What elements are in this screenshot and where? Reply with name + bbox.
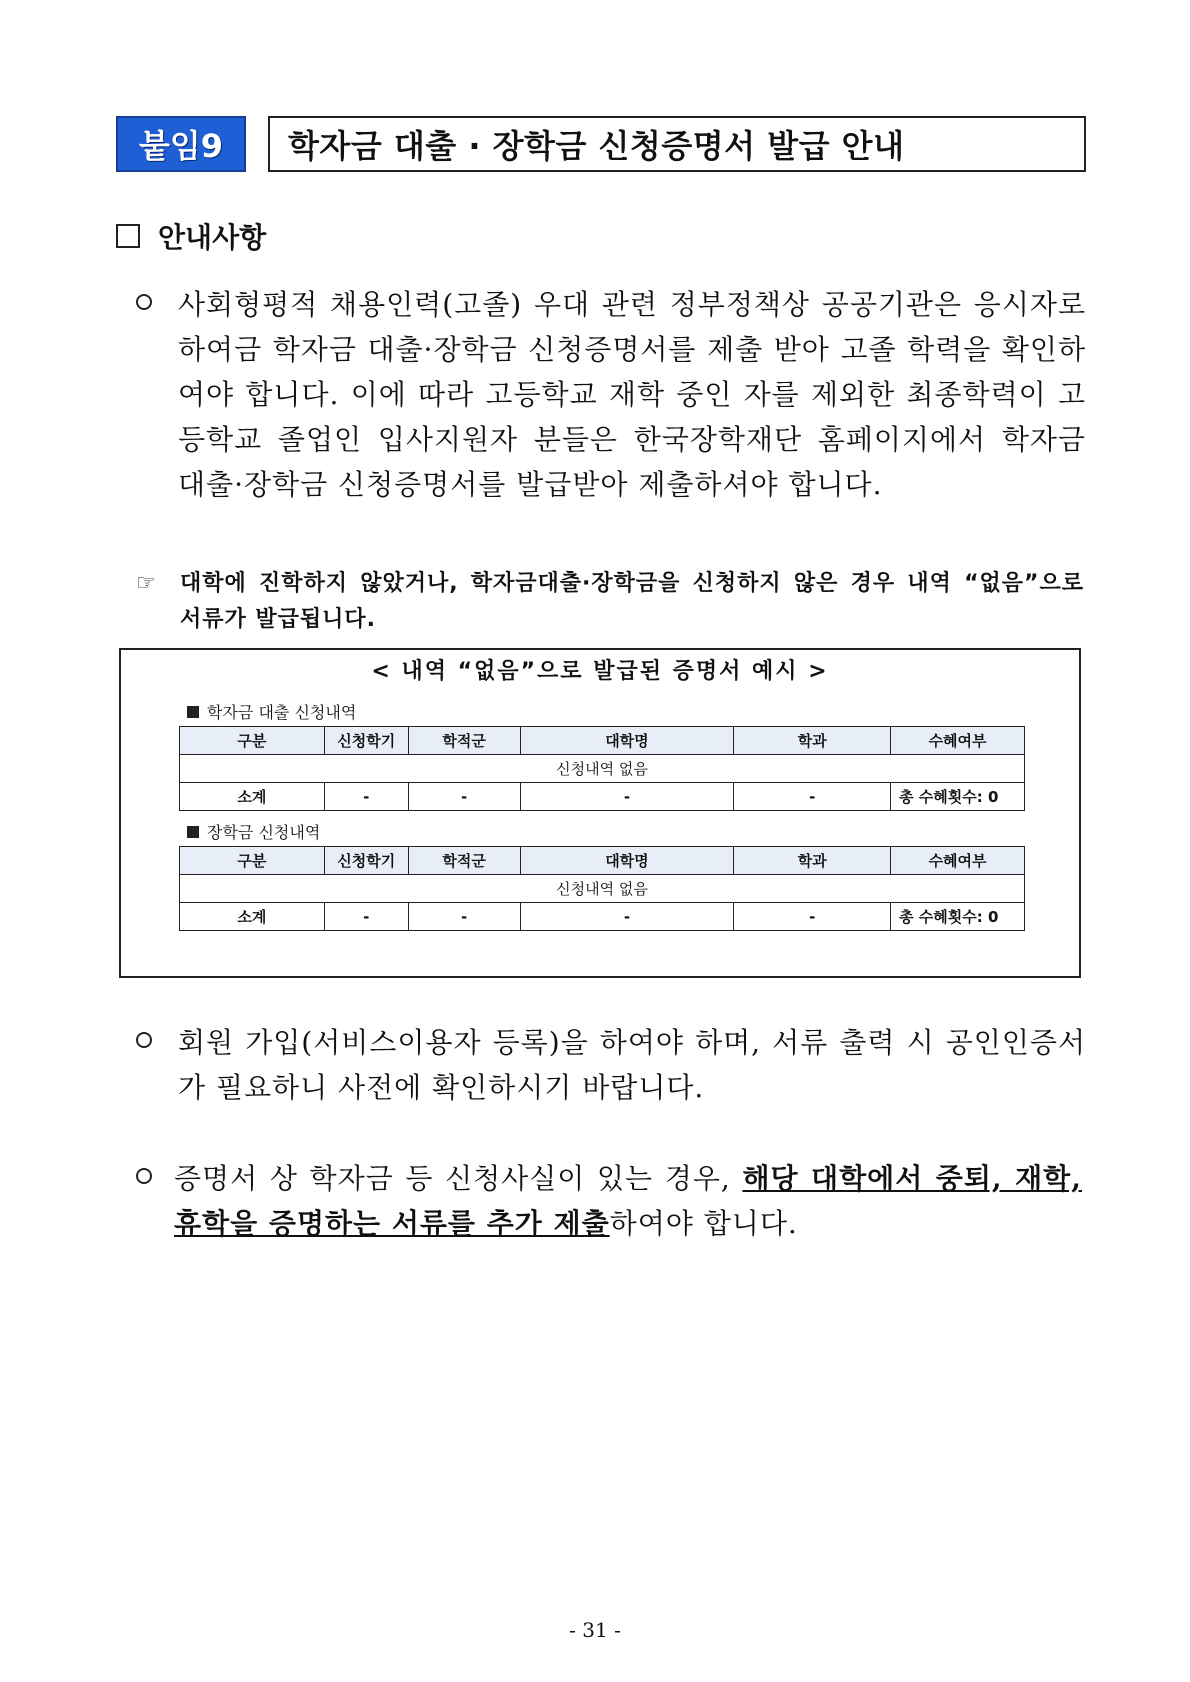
circle-bullet-icon: [136, 1168, 152, 1184]
column-header: 학적군: [408, 847, 520, 875]
section-title: 안내사항: [158, 221, 267, 254]
table-header-row: [180, 847, 1025, 875]
info-paragraph-3-text: [174, 1156, 1082, 1246]
attachment-badge: [116, 116, 246, 172]
info-paragraph-1: [136, 282, 1086, 552]
scholarship-table: [179, 846, 1025, 931]
table-cell: -: [520, 903, 734, 931]
loan-table-label-text: 학자금 대출 신청내역: [207, 703, 357, 722]
table-cell: -: [324, 783, 408, 811]
column-header: 구분: [180, 727, 325, 755]
table-row: [180, 755, 1025, 783]
column-header: 신청학기: [324, 727, 408, 755]
info-paragraph-2: [136, 1020, 1086, 1116]
empty-record-cell: 신청내역 없음: [180, 755, 1025, 783]
total-count-cell: 총 수혜횟수: 0: [891, 783, 1025, 811]
table-cell: -: [408, 903, 520, 931]
subtotal-row: [180, 783, 1025, 811]
subtotal-row: [180, 903, 1025, 931]
p3-tail-text: 하여야 합니다.: [609, 1207, 798, 1240]
table-header-row: [180, 727, 1025, 755]
table-cell: -: [408, 783, 520, 811]
circle-bullet-icon: [136, 294, 152, 310]
table-cell: -: [734, 783, 891, 811]
table-cell: -: [324, 903, 408, 931]
table-cell: 소계: [180, 783, 325, 811]
page-title-box: [268, 116, 1086, 172]
page-title: 학자금 대출 · 장학금 신청증명서 발급 안내: [288, 127, 905, 165]
column-header: 대학명: [520, 727, 734, 755]
column-header: 학과: [734, 847, 891, 875]
column-header: 수혜여부: [891, 727, 1025, 755]
table-cell: 소계: [180, 903, 325, 931]
filled-square-icon: [187, 706, 199, 718]
p3-emphasis-text: 해당 대학에서 중퇴, 재학, 휴학을 증명하는 서류를 추가 제출: [174, 1162, 1082, 1240]
column-header: 수혜여부: [891, 847, 1025, 875]
page-number: - 31 -: [569, 1618, 621, 1642]
column-header: 학과: [734, 727, 891, 755]
total-count-cell: 총 수혜횟수: 0: [891, 903, 1025, 931]
example-title: < 내역 “없음”으로 발급된 증명서 예시 >: [371, 659, 829, 684]
example-certificate: [119, 648, 1081, 978]
circle-bullet-icon: [136, 1032, 152, 1048]
section-heading: [116, 216, 266, 256]
scholarship-table-label: [187, 820, 320, 843]
table-cell: -: [520, 783, 734, 811]
loan-table: [179, 726, 1025, 811]
scholarship-table-label-text: 장학금 신청내역: [207, 823, 321, 842]
column-header: 구분: [180, 847, 325, 875]
column-header: 신청학기: [324, 847, 408, 875]
loan-table-label: [187, 700, 356, 723]
pointing-hand-icon: ☞: [136, 571, 156, 596]
note-text: 대학에 진학하지 않았거나, 학자금대출·장학금을 신청하지 않은 경우 내역 “없음”으로 서류가 발급됩니다.: [180, 571, 1084, 632]
info-paragraph-2-text: 회원 가입(서비스이용자 등록)을 하여야 하며, 서류 출력 시 공인인증서가 필요하니 사전에 확인하시기 바랍니다.: [178, 1026, 1086, 1104]
column-header: 학적군: [408, 727, 520, 755]
column-header: 대학명: [520, 847, 734, 875]
filled-square-icon: [187, 826, 199, 838]
table-cell: -: [734, 903, 891, 931]
square-bullet-icon: [116, 224, 140, 248]
info-paragraph-3: [136, 1156, 1086, 1252]
empty-record-cell: 신청내역 없음: [180, 875, 1025, 903]
attachment-badge-label: 붙임9: [138, 127, 224, 165]
p3-normal-text: 증명서 상 학자금 등 신청사실이 있는 경우,: [174, 1162, 743, 1195]
info-paragraph-1-text: 사회형평적 채용인력(고졸) 우대 관련 정부정책상 공공기관은 응시자로 하여금 학자금 대출·장학금 신청증명서를 제출 받아 고졸 학력을 확인하여야 합니다. 이에 따라 고등학교 재학 중인 자를 제외한 최종학력이 고등학교 졸업인 입사지원자 분들은 한국장학재단 홈페이지에서 학자금 대출·장학금 신청증명서를 발급받아 제출하셔야 합니다.: [178, 288, 1086, 501]
table-row: [180, 875, 1025, 903]
